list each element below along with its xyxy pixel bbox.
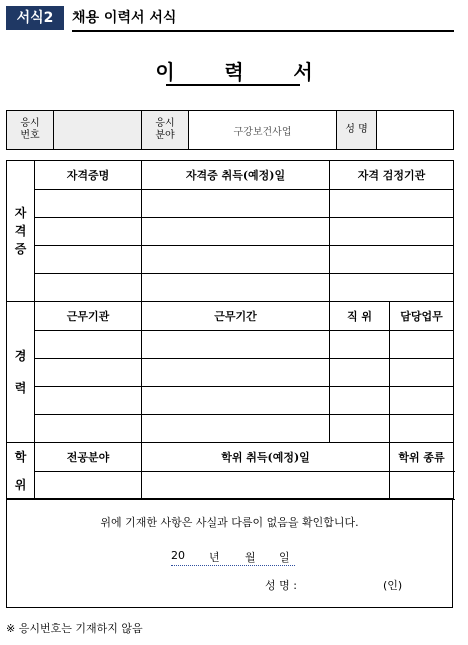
applicant-info-table: [6, 110, 454, 150]
form-number-badge: 서식2: [6, 6, 64, 30]
career-section-label: 경 력: [7, 302, 35, 443]
form-header-title: 채용 이력서 서식: [72, 10, 177, 26]
degree-section-label: 학 위: [7, 443, 35, 500]
certificates-section-label: 자 격 증: [7, 161, 35, 302]
work-period-header: 근무기간: [142, 302, 330, 331]
name-label: 성 명: [337, 111, 377, 150]
table-row: [7, 190, 454, 218]
document-title: [0, 56, 468, 85]
form-header: [6, 6, 454, 32]
table-row: [7, 246, 454, 274]
position-header: 직 위: [330, 302, 390, 331]
confirmation-statement: 위에 기재한 사항은 사실과 다름이 없음을 확인합니다.: [100, 516, 359, 529]
workplace-header: 근무기관: [35, 302, 142, 331]
title-char: 력: [224, 60, 244, 84]
footnote: ※ 응시번호는 기재하지 않음: [6, 622, 143, 635]
cert-issuer-header: 자격 검정기관: [330, 161, 454, 190]
date-underline: [171, 565, 295, 566]
degree-type-header: 학위 종류: [390, 443, 454, 472]
table-row: [7, 359, 454, 387]
name-field[interactable]: [377, 111, 454, 150]
applied-field-label: 응시 분야: [142, 111, 189, 150]
title-char: 서: [293, 60, 313, 84]
major-header: 전공분야: [35, 443, 142, 472]
applicant-number-field[interactable]: [54, 111, 142, 150]
table-row: [7, 218, 454, 246]
table-row: [7, 274, 454, 302]
confirmation-box: 위에 기재한 사항은 사실과 다름이 없음을 확인합니다. 20 년 월 일 성 명 : (인): [6, 498, 453, 608]
history-table: [6, 160, 454, 500]
header-rule: [72, 30, 454, 32]
applied-field-value: 구강보건사업: [189, 111, 337, 150]
table-row: [7, 387, 454, 415]
applicant-number-label: 응시 번호: [7, 111, 54, 150]
degree-date-header: 학위 취득(예정)일: [142, 443, 390, 472]
table-row: [7, 415, 454, 443]
signature-label: 성 명 :: [265, 579, 297, 592]
cert-date-header: 자격증 취득(예정)일: [142, 161, 330, 190]
title-underline: [166, 84, 300, 86]
table-row: [7, 331, 454, 359]
seal-mark: (인): [383, 579, 403, 592]
duties-header: 담당업무: [390, 302, 454, 331]
table-row: [7, 472, 454, 500]
cert-name-header: 자격증명: [35, 161, 142, 190]
title-char: 이: [155, 60, 175, 84]
